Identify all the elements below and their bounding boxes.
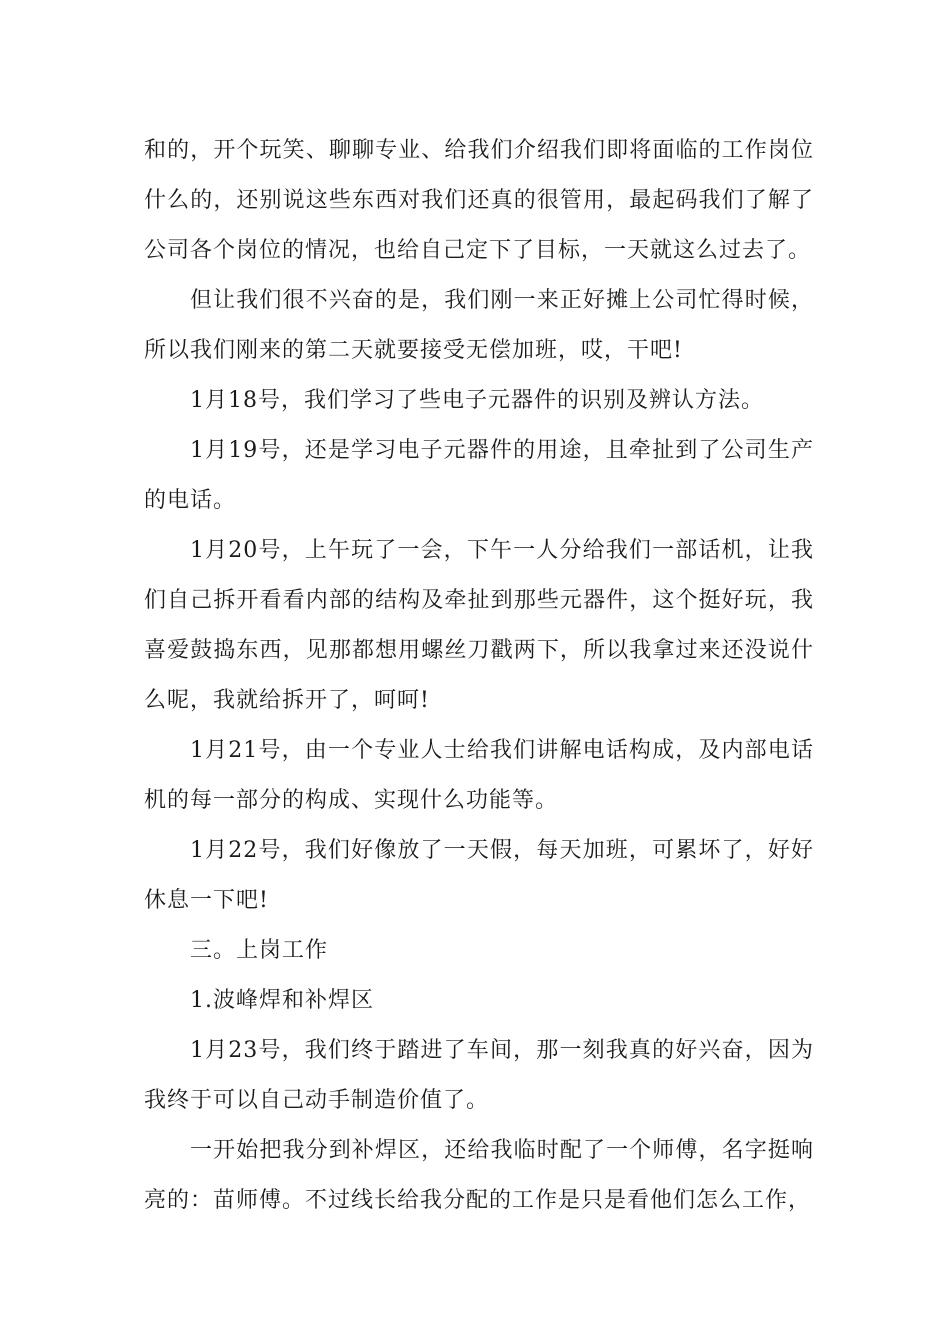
- document-body: [144, 126, 814, 1226]
- subsection-heading: 1.波峰焊和补焊区: [190, 988, 374, 1013]
- paragraph: 1月18号，我们学习了些电子元器件的识别及辨认方法。: [190, 388, 764, 413]
- paragraph: 1月21号，由一个专业人士给我们讲解电话构成，及内部电话机的每一部分的构成、实现什么功能等。: [144, 738, 814, 813]
- paragraph: 1月22号，我们好像放了一天假，每天加班，可累坏了，好好休息一下吧!: [144, 838, 814, 913]
- paragraph: 和的，开个玩笑、聊聊专业、给我们介绍我们即将面临的工作岗位什么的，还别说这些东西对我们还真的很管用，最起码我们了解了公司各个岗位的情况，也给自己定下了目标，一天就这么过去了。: [144, 138, 814, 263]
- paragraph: 1月23号，我们终于踏进了车间，那一刻我真的好兴奋，因为我终于可以自己动手制造价值了。: [144, 1038, 814, 1113]
- paragraph: 一开始把我分到补焊区，还给我临时配了一个师傅，名字挺响亮的：苗师傅。不过线长给我分配的工作是只是看他们怎么工作，: [144, 1138, 814, 1213]
- paragraph: 但让我们很不兴奋的是，我们刚一来正好摊上公司忙得时候，所以我们刚来的第二天就要接受无偿加班，哎，干吧!: [144, 288, 814, 363]
- section-heading: 三。上岗工作: [190, 938, 329, 963]
- paragraph: 1月20号，上午玩了一会，下午一人分给我们一部话机，让我们自己拆开看看内部的结构及牵扯到那些元器件，这个挺好玩，我喜爱鼓捣东西，见那都想用螺丝刀戳两下，所以我拿过来还没说什么呢，我就给拆开了，呵呵!: [144, 538, 814, 713]
- paragraph: 1月19号，还是学习电子元器件的用途，且牵扯到了公司生产的电话。: [144, 438, 814, 513]
